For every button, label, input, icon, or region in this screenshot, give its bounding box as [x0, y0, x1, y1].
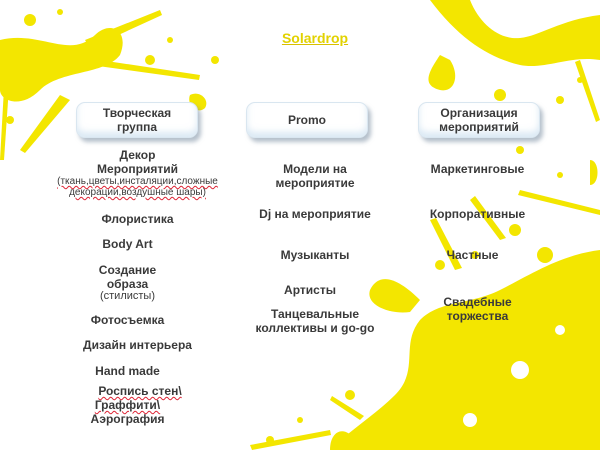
header-line: Promo: [287, 113, 326, 127]
list-item-models: [230, 162, 400, 190]
list-item-dance: [230, 307, 400, 335]
list-item-wedding: [405, 295, 550, 323]
item-line: Модели на: [283, 162, 347, 176]
list-item-musicians: Музыканты: [280, 248, 350, 262]
list-item-dj: Dj на мероприятие: [259, 207, 371, 221]
list-item-body-art: Body Art: [102, 237, 153, 251]
list-item-airbrush: Аэрография: [90, 412, 165, 426]
header-creative-group: [76, 102, 198, 138]
header-line: группа: [116, 120, 157, 134]
item-line: коллективы и go-go: [255, 321, 375, 335]
list-item-photo: Фотосъемка: [90, 313, 165, 327]
item-line: Декор: [119, 148, 156, 162]
item-line: мероприятие: [275, 176, 355, 190]
item-note: (ткань,цветы,инсталяции,сложные: [57, 176, 218, 187]
item-line: Мероприятий: [97, 162, 178, 176]
header-line: Организация: [440, 106, 518, 120]
list-item-artists: Артисты: [284, 283, 336, 297]
list-item-floristics: Флористика: [101, 212, 174, 226]
header-line: мероприятий: [439, 120, 519, 134]
list-item-hand-made: Hand made: [95, 364, 160, 378]
list-item-image-creation: [50, 263, 205, 302]
item-note: (стилисты): [99, 290, 156, 302]
header-event-organization: [418, 102, 540, 138]
header-promo: [246, 102, 368, 138]
item-line: торжества: [446, 309, 509, 323]
list-item-graffiti: Граффити\: [94, 398, 161, 412]
list-item-marketing: Маркетинговые: [430, 162, 525, 176]
list-item-decor: [50, 148, 225, 198]
item-line: Создание: [98, 263, 157, 277]
list-item-private: Частные: [446, 248, 499, 262]
item-line: Свадебные: [443, 295, 512, 309]
list-item-corporate: Корпоративные: [429, 207, 526, 221]
item-note: декорации,воздушные шары): [69, 187, 206, 198]
page-title: Solardrop: [281, 30, 349, 46]
list-item-interior: Дизайн интерьера: [83, 338, 192, 352]
list-item-wall-paint: Роспись стен\: [98, 384, 182, 398]
item-line: Танцевальные: [270, 307, 360, 321]
header-line: Творческая: [102, 106, 172, 120]
item-line: образа: [106, 277, 149, 291]
